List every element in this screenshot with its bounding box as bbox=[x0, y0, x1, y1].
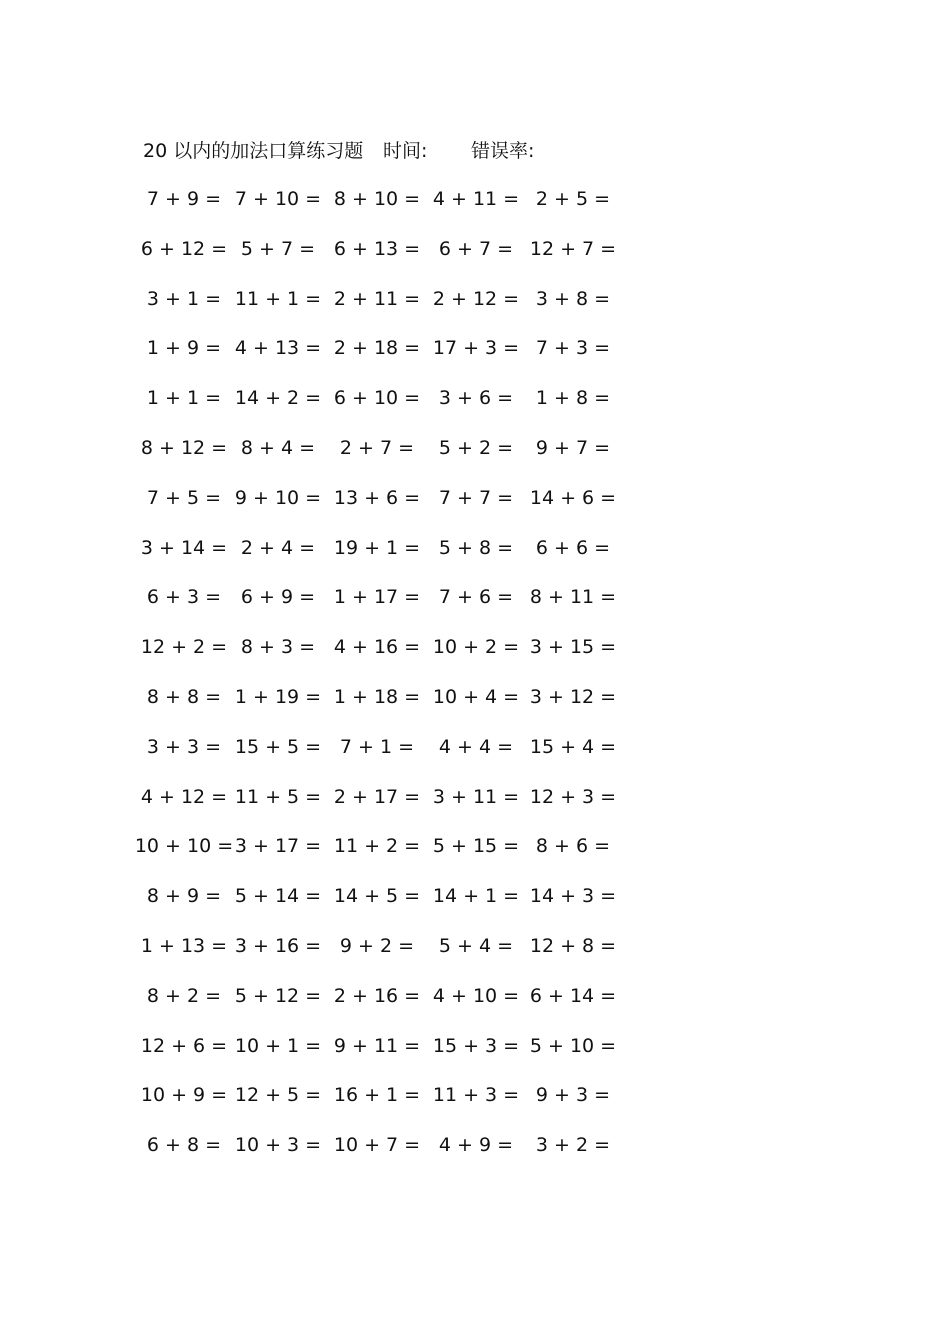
worksheet-title: 20 以内的加法口算练习题 bbox=[143, 140, 364, 162]
problem-item: 4 + 16 = bbox=[333, 636, 421, 659]
problem-item: 6 + 12 = bbox=[140, 237, 228, 260]
problem-item: 1 + 13 = bbox=[140, 935, 228, 957]
problem-item: 7 + 6 = bbox=[438, 586, 514, 609]
problem-item: 2 + 11 = bbox=[333, 287, 421, 310]
problem-item: 6 + 7 = bbox=[438, 237, 514, 260]
problem-item: 15 + 4 = bbox=[529, 735, 617, 758]
problem-item: 5 + 8 = bbox=[438, 536, 514, 559]
problem-item: 14 + 5 = bbox=[333, 885, 421, 908]
problem-item: 6 + 13 = bbox=[333, 237, 421, 260]
problem-item: 2 + 7 = bbox=[339, 437, 415, 459]
problem-item: 11 + 2 = bbox=[333, 835, 421, 858]
problem-item: 3 + 12 = bbox=[529, 686, 617, 708]
problem-item: 11 + 3 = bbox=[432, 1084, 520, 1107]
problem-item: 3 + 14 = bbox=[140, 536, 228, 559]
problem-item: 7 + 1 = bbox=[339, 735, 415, 758]
problem-item: 8 + 9 = bbox=[146, 885, 222, 908]
problem-item: 15 + 3 = bbox=[432, 1034, 520, 1057]
problem-item: 2 + 16 = bbox=[333, 984, 421, 1007]
problem-item: 7 + 3 = bbox=[535, 337, 611, 360]
problem-item: 10 + 7 = bbox=[333, 1134, 421, 1157]
problem-item: 3 + 16 = bbox=[234, 935, 322, 957]
problem-item: 2 + 17 = bbox=[333, 785, 421, 808]
problem-item: 1 + 8 = bbox=[535, 387, 611, 410]
problem-item: 8 + 4 = bbox=[240, 437, 316, 459]
problem-item: 3 + 2 = bbox=[535, 1134, 611, 1157]
problem-item: 1 + 17 = bbox=[333, 586, 421, 609]
problem-item: 6 + 14 = bbox=[529, 984, 617, 1007]
problem-item: 10 + 10 = bbox=[134, 835, 234, 858]
error-rate-label: 错误率: bbox=[471, 140, 535, 162]
problem-item: 12 + 3 = bbox=[529, 785, 617, 808]
problem-item: 5 + 14 = bbox=[234, 885, 322, 908]
problem-item: 8 + 3 = bbox=[240, 636, 316, 659]
problem-item: 6 + 8 = bbox=[146, 1134, 222, 1157]
problem-item: 14 + 1 = bbox=[432, 885, 520, 908]
problem-item: 14 + 2 = bbox=[234, 387, 322, 410]
problem-item: 9 + 3 = bbox=[535, 1084, 611, 1107]
problem-item: 9 + 11 = bbox=[333, 1034, 421, 1057]
problem-item: 15 + 5 = bbox=[234, 735, 322, 758]
problem-item: 2 + 5 = bbox=[535, 188, 611, 210]
problem-item: 4 + 4 = bbox=[438, 735, 514, 758]
problem-item: 9 + 7 = bbox=[535, 437, 611, 459]
problem-item: 10 + 2 = bbox=[432, 636, 520, 659]
problem-item: 8 + 8 = bbox=[146, 686, 222, 708]
problem-item: 7 + 7 = bbox=[438, 486, 514, 509]
problem-item: 12 + 5 = bbox=[234, 1084, 322, 1107]
problem-item: 12 + 2 = bbox=[140, 636, 228, 659]
problem-item: 5 + 10 = bbox=[529, 1034, 617, 1057]
problem-item: 7 + 9 = bbox=[146, 188, 222, 210]
problem-item: 4 + 10 = bbox=[432, 984, 520, 1007]
problem-item: 9 + 2 = bbox=[339, 935, 415, 957]
problem-item: 12 + 8 = bbox=[529, 935, 617, 957]
problem-item: 8 + 10 = bbox=[333, 188, 421, 210]
problem-item: 5 + 7 = bbox=[240, 237, 316, 260]
problem-item: 8 + 6 = bbox=[535, 835, 611, 858]
problem-item: 14 + 3 = bbox=[529, 885, 617, 908]
problem-item: 4 + 13 = bbox=[234, 337, 322, 360]
problem-item: 2 + 4 = bbox=[240, 536, 316, 559]
problem-item: 9 + 10 = bbox=[234, 486, 322, 509]
problem-item: 2 + 18 = bbox=[333, 337, 421, 360]
problem-item: 10 + 1 = bbox=[234, 1034, 322, 1057]
problem-item: 1 + 18 = bbox=[333, 686, 421, 708]
problem-item: 16 + 1 = bbox=[333, 1084, 421, 1107]
problem-item: 1 + 1 = bbox=[146, 387, 222, 410]
problem-item: 3 + 8 = bbox=[535, 287, 611, 310]
problem-item: 5 + 2 = bbox=[438, 437, 514, 459]
problem-item: 3 + 3 = bbox=[146, 735, 222, 758]
problem-item: 6 + 3 = bbox=[146, 586, 222, 609]
problem-item: 8 + 2 = bbox=[146, 984, 222, 1007]
problem-item: 13 + 6 = bbox=[333, 486, 421, 509]
problem-item: 6 + 10 = bbox=[333, 387, 421, 410]
problem-item: 3 + 6 = bbox=[438, 387, 514, 410]
problem-item: 5 + 15 = bbox=[432, 835, 520, 858]
problem-item: 4 + 9 = bbox=[438, 1134, 514, 1157]
problem-item: 17 + 3 = bbox=[432, 337, 520, 360]
problem-item: 3 + 11 = bbox=[432, 785, 520, 808]
problem-item: 4 + 12 = bbox=[140, 785, 228, 808]
problem-item: 6 + 6 = bbox=[535, 536, 611, 559]
problem-item: 3 + 1 = bbox=[146, 287, 222, 310]
problem-item: 7 + 10 = bbox=[234, 188, 322, 210]
problem-item: 5 + 4 = bbox=[438, 935, 514, 957]
problem-item: 8 + 11 = bbox=[529, 586, 617, 609]
problem-item: 10 + 9 = bbox=[140, 1084, 228, 1107]
problem-item: 19 + 1 = bbox=[333, 536, 421, 559]
time-label: 时间: bbox=[383, 140, 428, 162]
problem-item: 10 + 4 = bbox=[432, 686, 520, 708]
problem-item: 3 + 15 = bbox=[529, 636, 617, 659]
problem-item: 2 + 12 = bbox=[432, 287, 520, 310]
problem-item: 8 + 12 = bbox=[140, 437, 228, 459]
problem-item: 11 + 1 = bbox=[234, 287, 322, 310]
problem-item: 5 + 12 = bbox=[234, 984, 322, 1007]
problem-item: 6 + 9 = bbox=[240, 586, 316, 609]
problem-item: 1 + 9 = bbox=[146, 337, 222, 360]
problem-item: 4 + 11 = bbox=[432, 188, 520, 210]
problem-item: 3 + 17 = bbox=[234, 835, 322, 858]
problem-item: 12 + 6 = bbox=[140, 1034, 228, 1057]
problem-item: 11 + 5 = bbox=[234, 785, 322, 808]
problem-item: 1 + 19 = bbox=[234, 686, 322, 708]
problem-item: 10 + 3 = bbox=[234, 1134, 322, 1157]
problem-item: 14 + 6 = bbox=[529, 486, 617, 509]
problem-item: 12 + 7 = bbox=[529, 237, 617, 260]
problem-item: 7 + 5 = bbox=[146, 486, 222, 509]
